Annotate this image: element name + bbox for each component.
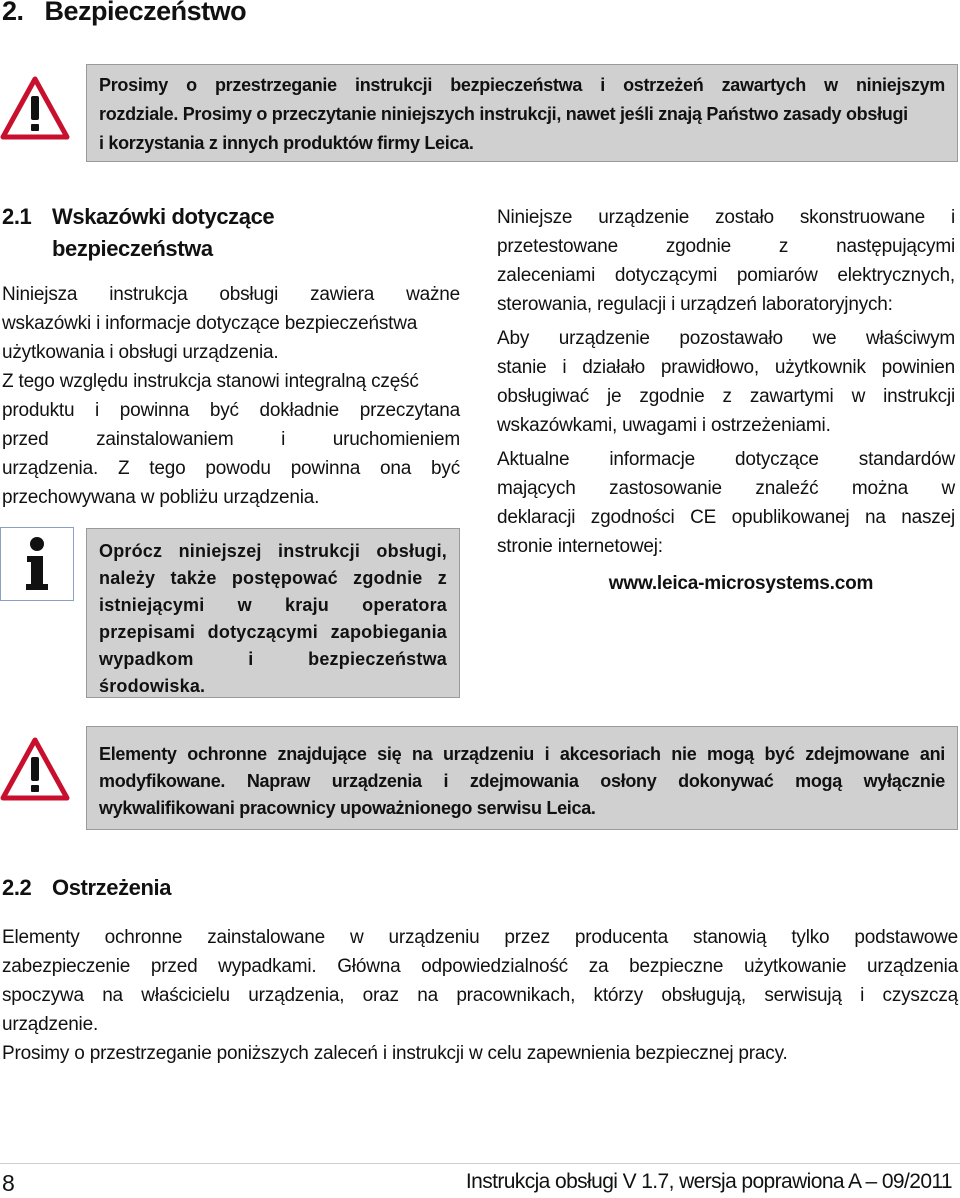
info-line: przepisami dotyczącymi zapobiegania [99, 622, 447, 642]
warning-box-1 [86, 64, 958, 162]
section-title [2, 0, 246, 27]
text-line: Z tego względu instrukcja stanowi integralną część [2, 371, 419, 392]
subsection-title: Ostrzeżenia [52, 875, 172, 900]
info-line: Oprócz niniejszej instrukcji obsługi, [99, 541, 447, 561]
section-number: 2. [2, 0, 24, 26]
text-line: produktu i powinna być dokładnie przeczytana [2, 400, 460, 421]
info-line: należy także postępować zgodnie z [99, 568, 447, 588]
footer-document-info: Instrukcja obsługi V 1.7, wersja poprawiona A – 09/2011 [465, 1170, 952, 1193]
text-line: Prosimy o przestrzeganie poniższych zaleceń i instrukcji w celu zapewnienia bezpiecznej pracy. [2, 1043, 788, 1064]
right-column-text [497, 203, 955, 603]
right-paragraph-1 [497, 203, 955, 319]
info-box [86, 528, 460, 698]
text-line: stronie internetowej: [497, 536, 663, 557]
text-line: przetestowane zgodnie z następującymi [497, 236, 955, 257]
text-line: Aktualne informacje dotyczące standardów [497, 449, 955, 470]
right-paragraph-3 [497, 445, 955, 561]
subsection-title: bezpieczeństwa [52, 236, 213, 261]
footer-divider [0, 1163, 960, 1164]
text-line: mających zastosowanie znaleźć można w [497, 478, 955, 499]
text-line: wskazówkami, uwagami i ostrzeżeniami. [497, 415, 831, 436]
warning-triangle-icon [0, 737, 70, 801]
left-column-text [2, 280, 460, 512]
bottom-text [2, 923, 958, 1068]
text-line: wskazówki i informacje dotyczące bezpieczeństwa [2, 313, 418, 334]
text-line: urządzenia. Z tego powodu powinna ona być [2, 458, 460, 479]
text-line: obsługiwać je zgodnie z zawartymi w instrukcji [497, 386, 955, 407]
text-line: stanie i działało prawidłowo, użytkownik powinien [497, 357, 955, 378]
info-icon [0, 527, 74, 601]
text-line: deklaracji zgodności CE opublikowanej na naszej [497, 507, 955, 528]
text-line: sterowania, regulacji i urządzeń laboratoryjnych: [497, 294, 893, 315]
subsection-number: 2.1 [2, 204, 32, 229]
warning-line: Prosimy o przestrzeganie instrukcji bezpieczeństwa i ostrzeżeń zawartych w niniejszym [99, 75, 945, 95]
warning-triangle-icon [0, 76, 70, 140]
warning-line: rozdziale. Prosimy o przeczytanie niniejszych instrukcji, nawet jeśli znają Państwo zasady obsługi [99, 104, 908, 124]
page-number: 8 [2, 1170, 15, 1196]
warning-box-2 [86, 726, 958, 830]
text-line: urządzenie. [2, 1014, 99, 1035]
warning-line: wykwalifikowani pracownicy upoważnionego serwisu Leica. [99, 798, 596, 818]
website-link[interactable]: www.leica-microsystems.com [608, 573, 874, 594]
text-line: zabezpieczenie przed wypadkami. Główna odpowiedzialność za bezpieczne użytkowanie urządzenia [2, 956, 958, 977]
info-line: wypadkom i bezpieczeństwa [99, 649, 447, 669]
subsection-number: 2.2 [2, 875, 32, 900]
info-line: środowiska. [99, 676, 206, 696]
text-line: Elementy ochronne zainstalowane w urządzeniu przez producenta stanowią tylko podstawowe [2, 927, 958, 948]
text-line: użytkowania i obsługi urządzenia. [2, 342, 279, 363]
warning-line: Elementy ochronne znajdujące się na urządzeniu i akcesoriach nie mogą być zdejmowane ani [99, 744, 945, 764]
warning-line: modyfikowane. Napraw urządzenia i zdejmowania osłony dokonywać mogą wyłącznie [99, 771, 945, 791]
text-line: spoczywa na właścicielu urządzenia, oraz na pracownikach, którzy obsługują, serwisują i czyszczą [2, 985, 958, 1006]
text-line: Niniejsze urządzenie zostało skonstruowane i [497, 207, 955, 228]
section-title-text: Bezpieczeństwo [44, 0, 247, 26]
text-line: zaleceniami dotyczącymi pomiarów elektrycznych, [497, 265, 955, 286]
text-line: Niniejsza instrukcja obsługi zawiera ważne [2, 284, 460, 305]
text-line: Aby urządzenie pozostawało we właściwym [497, 328, 955, 349]
subsection-title: Wskazówki dotyczące [52, 204, 275, 229]
text-line: przechowywana w pobliżu urządzenia. [2, 487, 320, 508]
text-line: przed zainstalowaniem i uruchomieniem [2, 429, 460, 450]
subsection-heading-2-1 [2, 201, 274, 265]
info-line: istniejącymi w kraju operatora [99, 595, 447, 615]
subsection-heading-2-2 [2, 872, 171, 904]
warning-line: i korzystania z innych produktów firmy Leica. [99, 133, 474, 153]
right-paragraph-2 [497, 324, 955, 440]
